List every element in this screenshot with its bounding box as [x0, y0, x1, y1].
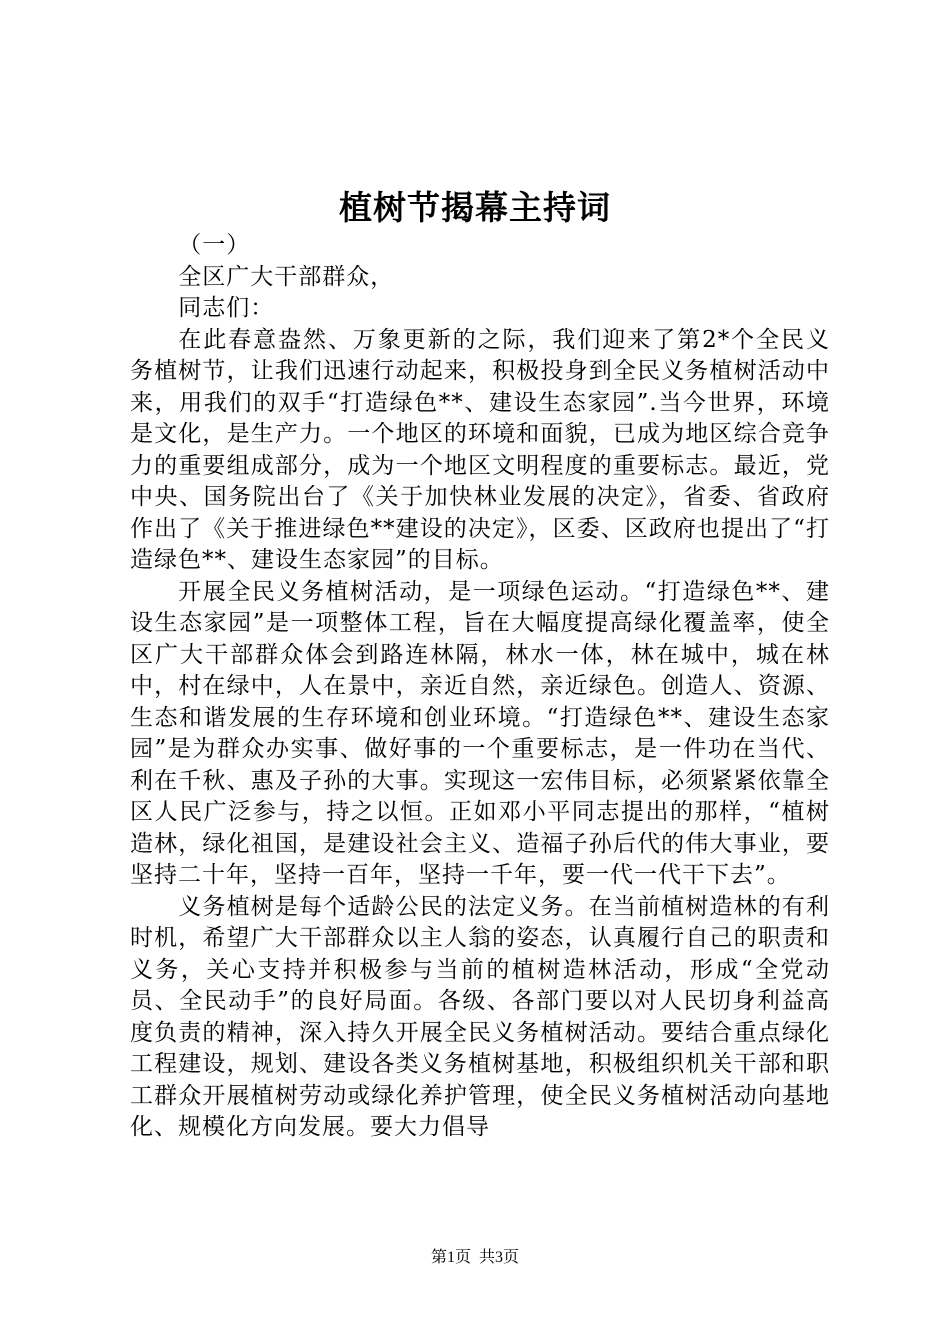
body-paragraph: 开展全民义务植树活动，是一项绿色运动。“打造绿色**、建设生态家园”是一项整体工程，旨在大幅度提高绿化覆盖率，使全区广大干部群众体会到路连林隔，林水一体，林在城中，城在林中，村在绿中，人在景中，亲近自然，亲近绿色。创造人、资源、生态和谐发展的生存环境和创业环境。“打造绿色**、建设生态家园”是为群众办实事、做好事的一个重要标志，是一件功在当代、利在千秋、惠及子孙的大事。实现这一宏伟目标，必须紧紧依靠全区人民广泛参与，持之以恒。正如邓小平同志提出的那样，“植树造林，绿化祖国，是建设社会主义、造福子孙后代的伟大事业，要坚持二十年，坚持一百年，坚持一千年，要一代一代干下去”。	[130, 578, 830, 888]
body-paragraph: 义务植树是每个适龄公民的法定义务。在当前植树造林的有利时机，希望广大干部群众以主人翁的姿态，认真履行自己的职责和义务，关心支持并积极参与当前的植树造林活动，形成“全党动员、全民动手”的良好局面。各级、各部门要以对人民切身利益高度负责的精神，深入持久开展全民义务植树活动。要结合重点绿化工程建设，规划、建设各类义务植树基地，积极组织机关干部和职工群众开展植树劳动或绿化养护管理，使全民义务植树活动向基地化、规模化方向发展。要大力倡导	[130, 893, 830, 1140]
document-body	[130, 230, 830, 1144]
document-title: 植树节揭幕主持词	[339, 188, 611, 227]
salutation-line: 全区广大干部群众，	[178, 263, 395, 290]
page-footer	[0, 1247, 950, 1269]
section-marker: （一）	[178, 232, 251, 258]
address-line: 同志们：	[178, 295, 275, 321]
page-number-total: 共3页	[479, 1249, 520, 1266]
page-number-current: 第1页	[430, 1249, 471, 1266]
body-paragraph: 在此春意盎然、万象更新的之际，我们迎来了第2*个全民义务植树节，让我们迅速行动起来，积极投身到全民义务植树活动中来，用我们的双手“打造绿色**、建设生态家园”.当今世界，环境是文化，是生产力。一个地区的环境和面貌，已成为地区综合竞争力的重要组成部分，成为一个地区文明程度的重要标志。最近，党中央、国务院出台了《关于加快林业发展的决定》，省委、省政府作出了《关于推进绿色**建设的决定》，区委、区政府也提出了“打造绿色**、建设生态家园”的目标。	[130, 326, 830, 573]
